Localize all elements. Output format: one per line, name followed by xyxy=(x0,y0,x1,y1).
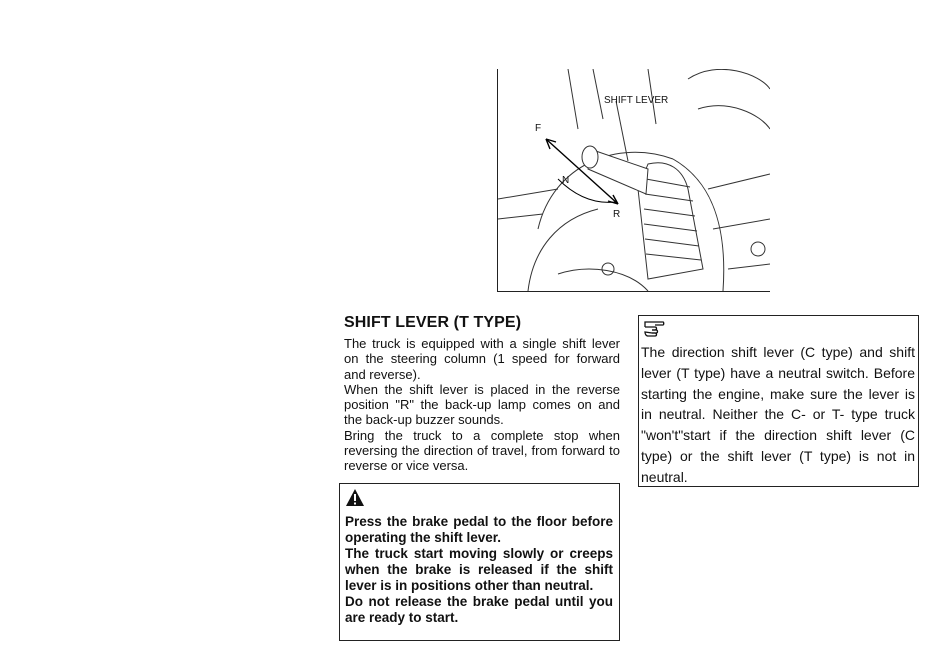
note-text: The direction shift lever (C type) and shift lever (T type) have a neutral switch. Before starting the engine, make sure the lever is in neutral. Neither the C- or T- type truck "won't"start if the direction shift lever (C type) or the shift lever (T type) is not in neutral. xyxy=(641,344,915,485)
section-title: SHIFT LEVER (T TYPE) xyxy=(344,314,522,331)
body-paragraph: The truck is equipped with a single shift lever on the steering column (1 speed for forward and reverse). xyxy=(344,336,620,382)
label-shift-lever: SHIFT LEVER xyxy=(604,95,669,106)
body-paragraph: When the shift lever is placed in the reverse position "R" the back-up lamp comes on and the back-up buzzer sounds. xyxy=(344,381,620,428)
warning-text xyxy=(345,514,613,626)
note-box xyxy=(638,315,919,487)
body-paragraph: Bring the truck to a complete stop when reversing the direction of travel, from forward to reverse or vice versa. xyxy=(344,427,620,474)
warning-triangle-icon xyxy=(345,488,365,508)
shift-lever-drawing xyxy=(498,69,770,291)
warning-line: The truck start moving slowly or creeps when the brake is released if the shift lever is in positions other than neutral. xyxy=(345,546,613,593)
label-reverse: R xyxy=(613,209,621,220)
warning-line: Press the brake pedal to the floor before operating the shift lever. xyxy=(345,514,613,545)
label-forward: F xyxy=(535,123,542,134)
section-body xyxy=(344,336,620,474)
shift-lever-illustration xyxy=(497,69,770,292)
label-neutral: N xyxy=(562,175,570,186)
warning-line: Do not release the brake pedal until you are ready to start. xyxy=(345,594,613,625)
pointing-hand-icon xyxy=(643,318,665,338)
warning-box xyxy=(339,483,620,641)
